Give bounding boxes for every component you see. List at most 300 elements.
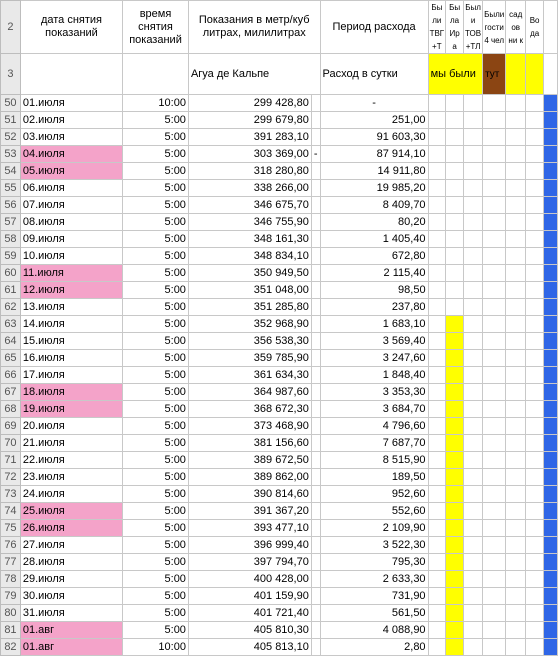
cell-reading[interactable]: 346 675,70 xyxy=(188,197,311,214)
cell-blue-col[interactable] xyxy=(544,486,558,503)
cell-flag-tov[interactable] xyxy=(464,214,483,231)
cell-time[interactable]: 5:00 xyxy=(123,554,189,571)
cell-flag-tvg[interactable] xyxy=(428,537,446,554)
cell-date[interactable]: 21.июля xyxy=(20,435,122,452)
cell-flag-gardener[interactable] xyxy=(506,163,526,180)
row-number[interactable]: 82 xyxy=(1,639,21,656)
cell-reading[interactable]: 351 285,80 xyxy=(188,299,311,316)
cell-blue-col[interactable] xyxy=(544,163,558,180)
cell-blue-col[interactable] xyxy=(544,435,558,452)
cell-reading[interactable]: 401 159,90 xyxy=(188,588,311,605)
cell-flag-gardener[interactable] xyxy=(506,418,526,435)
cell-flag-gardener[interactable] xyxy=(506,333,526,350)
cell-blue-col[interactable] xyxy=(544,571,558,588)
cell-blue-col[interactable] xyxy=(544,384,558,401)
cell-usage[interactable]: 8 409,70 xyxy=(320,197,428,214)
cell-reading[interactable]: 338 266,00 xyxy=(188,180,311,197)
cell-reading[interactable]: 389 862,00 xyxy=(188,469,311,486)
subheader-yellow[interactable] xyxy=(506,54,526,95)
header-gardener[interactable]: сад ов ни к xyxy=(506,1,526,54)
cell-flag-water[interactable] xyxy=(526,146,544,163)
cell-sign[interactable] xyxy=(311,197,320,214)
cell-time[interactable]: 5:00 xyxy=(123,384,189,401)
cell-reading[interactable]: 397 794,70 xyxy=(188,554,311,571)
cell-flag-guests[interactable] xyxy=(483,163,506,180)
cell-sign[interactable] xyxy=(311,95,320,112)
cell-sign[interactable] xyxy=(311,537,320,554)
cell-time[interactable]: 5:00 xyxy=(123,435,189,452)
cell-flag-gardener[interactable] xyxy=(506,129,526,146)
cell-date[interactable]: 05.июля xyxy=(20,163,122,180)
cell-reading[interactable]: 389 672,50 xyxy=(188,452,311,469)
subheader-period[interactable]: Расход в сутки xyxy=(320,54,428,95)
cell-date[interactable]: 28.июля xyxy=(20,554,122,571)
cell-flag-water[interactable] xyxy=(526,605,544,622)
cell-reading[interactable]: 391 367,20 xyxy=(188,503,311,520)
row-number[interactable]: 71 xyxy=(1,452,21,469)
cell-flag-gardener[interactable] xyxy=(506,231,526,248)
cell-flag-ira[interactable] xyxy=(446,180,464,197)
row-number[interactable]: 69 xyxy=(1,418,21,435)
cell-flag-ira[interactable] xyxy=(446,265,464,282)
cell-date[interactable]: 12.июля xyxy=(20,282,122,299)
cell-date[interactable]: 01.авг xyxy=(20,622,122,639)
cell-flag-gardener[interactable] xyxy=(506,435,526,452)
cell-flag-water[interactable] xyxy=(526,265,544,282)
cell-date[interactable]: 30.июля xyxy=(20,588,122,605)
cell-flag-tov[interactable] xyxy=(464,231,483,248)
cell-flag-water[interactable] xyxy=(526,163,544,180)
row-number[interactable]: 76 xyxy=(1,537,21,554)
cell-date[interactable]: 02.июля xyxy=(20,112,122,129)
cell-sign[interactable] xyxy=(311,605,320,622)
cell-flag-guests[interactable] xyxy=(483,469,506,486)
cell-flag-tov[interactable] xyxy=(464,95,483,112)
cell-flag-tvg[interactable] xyxy=(428,401,446,418)
cell-flag-water[interactable] xyxy=(526,520,544,537)
cell-flag-gardener[interactable] xyxy=(506,384,526,401)
cell-reading[interactable]: 352 968,90 xyxy=(188,316,311,333)
row-number[interactable]: 63 xyxy=(1,316,21,333)
cell-flag-tvg[interactable] xyxy=(428,129,446,146)
cell-flag-guests[interactable] xyxy=(483,95,506,112)
cell-time[interactable]: 5:00 xyxy=(123,452,189,469)
cell-blue-col[interactable] xyxy=(544,146,558,163)
cell-flag-tov[interactable] xyxy=(464,554,483,571)
cell-time[interactable]: 10:00 xyxy=(123,95,189,112)
cell-usage[interactable]: 98,50 xyxy=(320,282,428,299)
cell-usage[interactable]: 4 796,60 xyxy=(320,418,428,435)
cell-flag-water[interactable] xyxy=(526,282,544,299)
cell-usage[interactable]: - xyxy=(320,95,428,112)
cell-reading[interactable]: 391 283,10 xyxy=(188,129,311,146)
cell-usage[interactable]: 251,00 xyxy=(320,112,428,129)
cell-time[interactable]: 5:00 xyxy=(123,146,189,163)
cell-flag-tvg[interactable] xyxy=(428,571,446,588)
cell-flag-gardener[interactable] xyxy=(506,537,526,554)
cell-flag-water[interactable] xyxy=(526,367,544,384)
cell-flag-tov[interactable] xyxy=(464,112,483,129)
cell-time[interactable]: 5:00 xyxy=(123,588,189,605)
cell-flag-gardener[interactable] xyxy=(506,248,526,265)
cell-time[interactable]: 5:00 xyxy=(123,401,189,418)
cell-reading[interactable]: 401 721,40 xyxy=(188,605,311,622)
cell-sign[interactable] xyxy=(311,316,320,333)
cell-flag-guests[interactable] xyxy=(483,146,506,163)
cell-flag-guests[interactable] xyxy=(483,180,506,197)
cell-usage[interactable]: 80,20 xyxy=(320,214,428,231)
cell-time[interactable]: 5:00 xyxy=(123,367,189,384)
cell-flag-gardener[interactable] xyxy=(506,452,526,469)
header-period[interactable]: Период расхода xyxy=(320,1,428,54)
cell-blue-col[interactable] xyxy=(544,197,558,214)
cell-reading[interactable]: 381 156,60 xyxy=(188,435,311,452)
cell-flag-gardener[interactable] xyxy=(506,469,526,486)
cell-sign[interactable] xyxy=(311,282,320,299)
cell-flag-ira[interactable] xyxy=(446,622,464,639)
row-number[interactable]: 60 xyxy=(1,265,21,282)
cell-flag-gardener[interactable] xyxy=(506,588,526,605)
cell-flag-tvg[interactable] xyxy=(428,197,446,214)
cell-flag-tov[interactable] xyxy=(464,248,483,265)
row-number[interactable]: 66 xyxy=(1,367,21,384)
cell-flag-tvg[interactable] xyxy=(428,418,446,435)
cell-sign[interactable]: - xyxy=(311,146,320,163)
cell-flag-water[interactable] xyxy=(526,112,544,129)
cell-reading[interactable]: 348 161,30 xyxy=(188,231,311,248)
cell-flag-guests[interactable] xyxy=(483,231,506,248)
cell-sign[interactable] xyxy=(311,401,320,418)
cell-flag-guests[interactable] xyxy=(483,265,506,282)
subheader-reading[interactable]: Агуа де Кальпе xyxy=(188,54,320,95)
cell-flag-tvg[interactable] xyxy=(428,367,446,384)
cell-sign[interactable] xyxy=(311,469,320,486)
note-we-were[interactable]: мы были xyxy=(428,54,483,95)
header-tvg[interactable]: Бы ли ТВГ +Т xyxy=(428,1,446,54)
cell-sign[interactable] xyxy=(311,180,320,197)
cell-flag-ira[interactable] xyxy=(446,401,464,418)
cell-flag-guests[interactable] xyxy=(483,520,506,537)
cell-flag-water[interactable] xyxy=(526,622,544,639)
cell-flag-guests[interactable] xyxy=(483,282,506,299)
cell-usage[interactable]: 2 109,90 xyxy=(320,520,428,537)
cell-flag-water[interactable] xyxy=(526,214,544,231)
cell-flag-ira[interactable] xyxy=(446,469,464,486)
cell-usage[interactable]: 952,60 xyxy=(320,486,428,503)
cell-flag-guests[interactable] xyxy=(483,384,506,401)
cell-usage[interactable]: 1 848,40 xyxy=(320,367,428,384)
cell-flag-water[interactable] xyxy=(526,180,544,197)
header-water[interactable]: Во да xyxy=(526,1,544,54)
cell-reading[interactable]: 299 679,80 xyxy=(188,112,311,129)
cell-flag-tvg[interactable] xyxy=(428,605,446,622)
cell-flag-water[interactable] xyxy=(526,452,544,469)
cell-flag-tov[interactable] xyxy=(464,180,483,197)
cell-sign[interactable] xyxy=(311,350,320,367)
cell-flag-guests[interactable] xyxy=(483,486,506,503)
cell-flag-tov[interactable] xyxy=(464,418,483,435)
cell-blue-col[interactable] xyxy=(544,520,558,537)
cell-sign[interactable] xyxy=(311,333,320,350)
subheader-date[interactable] xyxy=(20,54,122,95)
row-number[interactable]: 81 xyxy=(1,622,21,639)
cell-date[interactable]: 20.июля xyxy=(20,418,122,435)
cell-flag-water[interactable] xyxy=(526,197,544,214)
cell-flag-gardener[interactable] xyxy=(506,571,526,588)
cell-flag-tvg[interactable] xyxy=(428,163,446,180)
cell-flag-ira[interactable] xyxy=(446,605,464,622)
cell-usage[interactable]: 19 985,20 xyxy=(320,180,428,197)
cell-flag-water[interactable] xyxy=(526,486,544,503)
row-number[interactable]: 61 xyxy=(1,282,21,299)
cell-flag-tvg[interactable] xyxy=(428,554,446,571)
cell-flag-tvg[interactable] xyxy=(428,486,446,503)
cell-sign[interactable] xyxy=(311,503,320,520)
cell-flag-gardener[interactable] xyxy=(506,180,526,197)
cell-flag-tov[interactable] xyxy=(464,486,483,503)
cell-sign[interactable] xyxy=(311,367,320,384)
cell-sign[interactable] xyxy=(311,571,320,588)
cell-usage[interactable]: 4 088,90 xyxy=(320,622,428,639)
cell-time[interactable]: 5:00 xyxy=(123,231,189,248)
cell-flag-tvg[interactable] xyxy=(428,180,446,197)
cell-blue-col[interactable] xyxy=(544,537,558,554)
cell-reading[interactable]: 351 048,00 xyxy=(188,282,311,299)
cell-date[interactable]: 23.июля xyxy=(20,469,122,486)
cell-flag-water[interactable] xyxy=(526,350,544,367)
cell-flag-tov[interactable] xyxy=(464,435,483,452)
cell-flag-tov[interactable] xyxy=(464,197,483,214)
cell-flag-tov[interactable] xyxy=(464,503,483,520)
cell-flag-tvg[interactable] xyxy=(428,350,446,367)
cell-flag-gardener[interactable] xyxy=(506,316,526,333)
cell-blue-col[interactable] xyxy=(544,350,558,367)
cell-usage[interactable]: 3 522,30 xyxy=(320,537,428,554)
cell-time[interactable]: 5:00 xyxy=(123,537,189,554)
cell-flag-tvg[interactable] xyxy=(428,146,446,163)
row-number[interactable]: 51 xyxy=(1,112,21,129)
cell-date[interactable]: 07.июля xyxy=(20,197,122,214)
cell-flag-water[interactable] xyxy=(526,95,544,112)
header-reading[interactable]: Показания в метр/куб литрах, милилитрах xyxy=(188,1,320,54)
cell-date[interactable]: 27.июля xyxy=(20,537,122,554)
cell-time[interactable]: 5:00 xyxy=(123,112,189,129)
cell-flag-guests[interactable] xyxy=(483,129,506,146)
cell-blue-col[interactable] xyxy=(544,231,558,248)
cell-flag-tov[interactable] xyxy=(464,520,483,537)
cell-flag-ira[interactable] xyxy=(446,537,464,554)
cell-flag-guests[interactable] xyxy=(483,435,506,452)
cell-reading[interactable]: 350 949,50 xyxy=(188,265,311,282)
subheader-yellow-2[interactable] xyxy=(526,54,544,95)
cell-flag-guests[interactable] xyxy=(483,537,506,554)
subheader-extra[interactable] xyxy=(544,54,558,95)
cell-blue-col[interactable] xyxy=(544,622,558,639)
cell-flag-tvg[interactable] xyxy=(428,282,446,299)
cell-date[interactable]: 16.июля xyxy=(20,350,122,367)
cell-reading[interactable]: 356 538,30 xyxy=(188,333,311,350)
cell-sign[interactable] xyxy=(311,418,320,435)
cell-flag-ira[interactable] xyxy=(446,571,464,588)
cell-time[interactable]: 5:00 xyxy=(123,469,189,486)
cell-flag-gardener[interactable] xyxy=(506,605,526,622)
cell-sign[interactable] xyxy=(311,452,320,469)
cell-flag-gardener[interactable] xyxy=(506,367,526,384)
cell-time[interactable]: 5:00 xyxy=(123,248,189,265)
cell-usage[interactable]: 189,50 xyxy=(320,469,428,486)
cell-flag-guests[interactable] xyxy=(483,367,506,384)
row-number[interactable]: 75 xyxy=(1,520,21,537)
cell-flag-guests[interactable] xyxy=(483,401,506,418)
cell-blue-col[interactable] xyxy=(544,316,558,333)
header-extra[interactable] xyxy=(544,1,558,54)
cell-flag-guests[interactable] xyxy=(483,316,506,333)
cell-reading[interactable]: 361 634,30 xyxy=(188,367,311,384)
cell-flag-ira[interactable] xyxy=(446,435,464,452)
cell-sign[interactable] xyxy=(311,639,320,656)
cell-flag-ira[interactable] xyxy=(446,231,464,248)
cell-flag-gardener[interactable] xyxy=(506,554,526,571)
cell-flag-water[interactable] xyxy=(526,401,544,418)
cell-blue-col[interactable] xyxy=(544,401,558,418)
cell-date[interactable]: 03.июля xyxy=(20,129,122,146)
cell-flag-tvg[interactable] xyxy=(428,384,446,401)
cell-flag-water[interactable] xyxy=(526,571,544,588)
cell-usage[interactable]: 795,30 xyxy=(320,554,428,571)
cell-flag-ira[interactable] xyxy=(446,197,464,214)
cell-date[interactable]: 18.июля xyxy=(20,384,122,401)
cell-time[interactable]: 5:00 xyxy=(123,299,189,316)
cell-blue-col[interactable] xyxy=(544,299,558,316)
cell-reading[interactable]: 346 755,90 xyxy=(188,214,311,231)
cell-flag-water[interactable] xyxy=(526,537,544,554)
cell-time[interactable]: 5:00 xyxy=(123,520,189,537)
cell-blue-col[interactable] xyxy=(544,282,558,299)
cell-flag-gardener[interactable] xyxy=(506,146,526,163)
row-number[interactable]: 64 xyxy=(1,333,21,350)
cell-date[interactable]: 01.июля xyxy=(20,95,122,112)
cell-reading[interactable]: 368 672,30 xyxy=(188,401,311,418)
cell-flag-guests[interactable] xyxy=(483,418,506,435)
cell-time[interactable]: 5:00 xyxy=(123,163,189,180)
cell-flag-ira[interactable] xyxy=(446,639,464,656)
cell-date[interactable]: 10.июля xyxy=(20,248,122,265)
cell-flag-tvg[interactable] xyxy=(428,520,446,537)
row-number[interactable]: 72 xyxy=(1,469,21,486)
row-number[interactable]: 58 xyxy=(1,231,21,248)
cell-blue-col[interactable] xyxy=(544,554,558,571)
cell-flag-water[interactable] xyxy=(526,588,544,605)
cell-blue-col[interactable] xyxy=(544,503,558,520)
cell-flag-water[interactable] xyxy=(526,418,544,435)
header-tov[interactable]: Был и ТОВ +ТЛ xyxy=(464,1,483,54)
cell-flag-water[interactable] xyxy=(526,248,544,265)
cell-flag-gardener[interactable] xyxy=(506,299,526,316)
cell-flag-tov[interactable] xyxy=(464,146,483,163)
cell-sign[interactable] xyxy=(311,588,320,605)
cell-date[interactable]: 14.июля xyxy=(20,316,122,333)
cell-flag-gardener[interactable] xyxy=(506,401,526,418)
cell-usage[interactable]: 3 247,60 xyxy=(320,350,428,367)
cell-sign[interactable] xyxy=(311,129,320,146)
cell-flag-water[interactable] xyxy=(526,554,544,571)
cell-sign[interactable] xyxy=(311,299,320,316)
cell-reading[interactable]: 396 999,40 xyxy=(188,537,311,554)
cell-flag-gardener[interactable] xyxy=(506,95,526,112)
cell-flag-ira[interactable] xyxy=(446,248,464,265)
cell-flag-tov[interactable] xyxy=(464,350,483,367)
cell-flag-guests[interactable] xyxy=(483,622,506,639)
cell-flag-tvg[interactable] xyxy=(428,214,446,231)
row-number[interactable]: 80 xyxy=(1,605,21,622)
cell-flag-water[interactable] xyxy=(526,129,544,146)
row-number[interactable]: 53 xyxy=(1,146,21,163)
cell-sign[interactable] xyxy=(311,231,320,248)
cell-time[interactable]: 5:00 xyxy=(123,197,189,214)
cell-sign[interactable] xyxy=(311,384,320,401)
cell-flag-ira[interactable] xyxy=(446,214,464,231)
cell-flag-tov[interactable] xyxy=(464,282,483,299)
cell-flag-gardener[interactable] xyxy=(506,214,526,231)
cell-time[interactable]: 5:00 xyxy=(123,265,189,282)
cell-flag-gardener[interactable] xyxy=(506,282,526,299)
cell-flag-guests[interactable] xyxy=(483,554,506,571)
cell-flag-tov[interactable] xyxy=(464,265,483,282)
cell-usage[interactable]: 237,80 xyxy=(320,299,428,316)
cell-blue-col[interactable] xyxy=(544,112,558,129)
header-date[interactable]: дата снятия показаний xyxy=(20,1,122,54)
cell-flag-guests[interactable] xyxy=(483,197,506,214)
cell-reading[interactable]: 373 468,90 xyxy=(188,418,311,435)
cell-flag-guests[interactable] xyxy=(483,605,506,622)
cell-date[interactable]: 17.июля xyxy=(20,367,122,384)
cell-blue-col[interactable] xyxy=(544,180,558,197)
cell-flag-tov[interactable] xyxy=(464,299,483,316)
row-number[interactable]: 79 xyxy=(1,588,21,605)
cell-usage[interactable]: 2,80 xyxy=(320,639,428,656)
cell-date[interactable]: 04.июля xyxy=(20,146,122,163)
cell-flag-water[interactable] xyxy=(526,384,544,401)
cell-flag-tvg[interactable] xyxy=(428,231,446,248)
cell-date[interactable]: 09.июля xyxy=(20,231,122,248)
cell-usage[interactable]: 14 911,80 xyxy=(320,163,428,180)
cell-flag-ira[interactable] xyxy=(446,503,464,520)
cell-reading[interactable]: 299 428,80 xyxy=(188,95,311,112)
cell-time[interactable]: 5:00 xyxy=(123,282,189,299)
cell-usage[interactable]: 561,50 xyxy=(320,605,428,622)
cell-date[interactable]: 24.июля xyxy=(20,486,122,503)
cell-date[interactable]: 13.июля xyxy=(20,299,122,316)
row-number[interactable]: 68 xyxy=(1,401,21,418)
cell-time[interactable]: 5:00 xyxy=(123,333,189,350)
cell-blue-col[interactable] xyxy=(544,588,558,605)
cell-blue-col[interactable] xyxy=(544,333,558,350)
cell-flag-ira[interactable] xyxy=(446,520,464,537)
row-number[interactable]: 70 xyxy=(1,435,21,452)
cell-flag-guests[interactable] xyxy=(483,452,506,469)
cell-blue-col[interactable] xyxy=(544,265,558,282)
cell-sign[interactable] xyxy=(311,486,320,503)
cell-flag-gardener[interactable] xyxy=(506,197,526,214)
cell-flag-ira[interactable] xyxy=(446,418,464,435)
cell-blue-col[interactable] xyxy=(544,367,558,384)
cell-flag-guests[interactable] xyxy=(483,333,506,350)
cell-flag-guests[interactable] xyxy=(483,588,506,605)
cell-time[interactable]: 5:00 xyxy=(123,571,189,588)
cell-flag-gardener[interactable] xyxy=(506,486,526,503)
cell-date[interactable]: 19.июля xyxy=(20,401,122,418)
cell-blue-col[interactable] xyxy=(544,418,558,435)
